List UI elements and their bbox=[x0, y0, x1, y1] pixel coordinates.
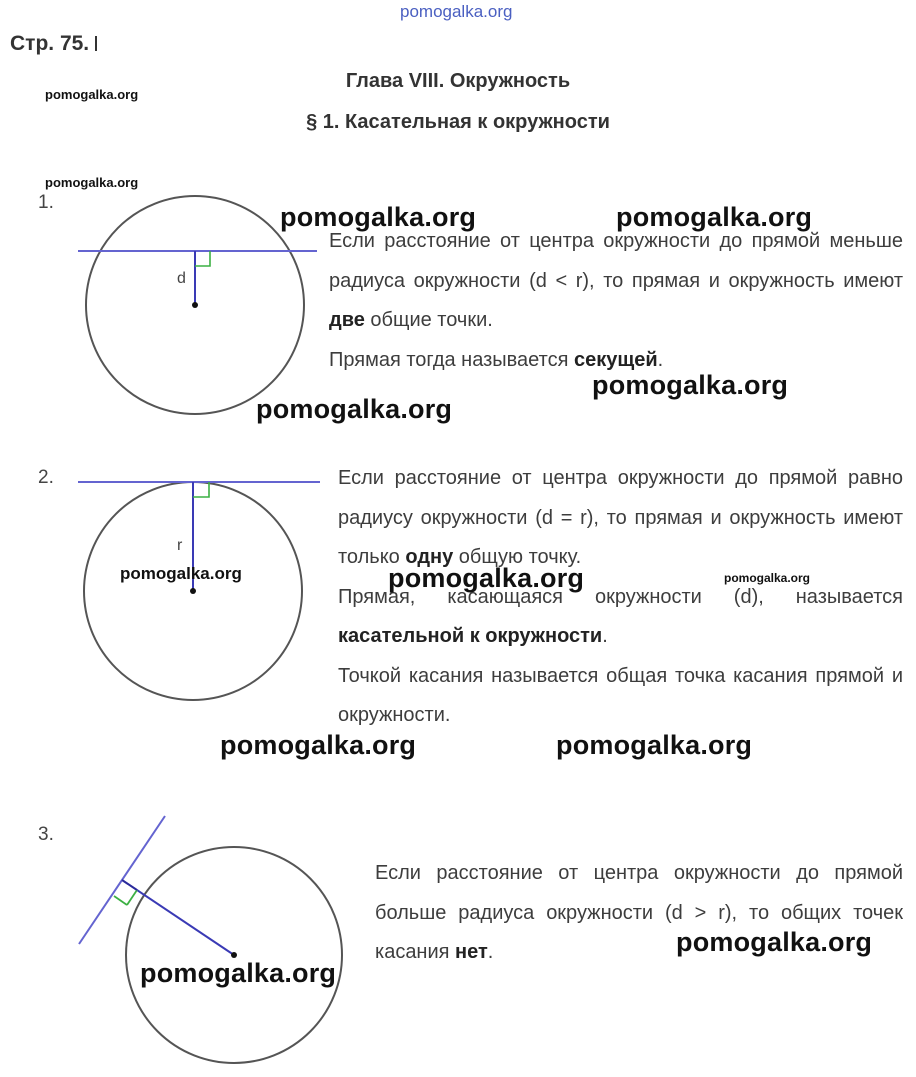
watermark: pomogalka.org bbox=[140, 958, 337, 988]
watermark: pomogalka.org bbox=[45, 87, 139, 102]
watermark: pomogalka.org bbox=[676, 927, 873, 957]
watermark: pomogalka.org bbox=[256, 394, 453, 424]
watermark: pomogalka.org bbox=[592, 370, 789, 400]
section-title: § 1. Касательная к окружности bbox=[306, 111, 610, 133]
diagram-no-intersection bbox=[79, 816, 342, 1063]
watermark: pomogalka.org bbox=[556, 730, 753, 760]
right-angle-mark bbox=[127, 890, 137, 905]
case-number: 1. bbox=[38, 192, 54, 213]
watermark: pomogalka.org bbox=[388, 563, 585, 593]
right-angle-mark bbox=[114, 896, 127, 905]
case-2-text: Если расстояние от центра окружности до прямой равно радиусу окружности (d = r), то прямая и окружность имеют только одну общую точку. Прямая, касающаяся окружности (d), называется касательной к окружности. Точкой касания называется общая точка касания прямой и окружности. bbox=[338, 467, 903, 726]
right-angle-mark-top bbox=[122, 880, 137, 890]
case-number: 3. bbox=[38, 824, 54, 845]
page-number: Стр. 75. bbox=[10, 32, 95, 55]
watermark: pomogalka.org bbox=[280, 202, 477, 232]
site-header-link[interactable]: pomogalka.org bbox=[400, 2, 513, 21]
watermark: pomogalka.org bbox=[220, 730, 417, 760]
case-number: 2. bbox=[38, 467, 54, 488]
chapter-title: Глава VIII. Окружность bbox=[345, 70, 571, 92]
center-point bbox=[192, 302, 198, 308]
watermark: pomogalka.org bbox=[45, 175, 139, 190]
watermark: pomogalka.org bbox=[724, 571, 811, 585]
diagram-secant bbox=[78, 196, 317, 414]
center-point bbox=[190, 588, 196, 594]
diagram-tangent bbox=[78, 482, 320, 700]
case-1-text: Если расстояние от центра окружности до прямой меньше радиуса окружности (d < r), то прямая и окружность имеют две общие точки. Прямая тогда называется секущей. bbox=[329, 230, 903, 371]
right-angle-mark bbox=[193, 482, 209, 497]
radius-label: r bbox=[177, 537, 183, 554]
watermark: pomogalka.org bbox=[120, 564, 242, 583]
distance-segment bbox=[122, 880, 234, 955]
watermark: pomogalka.org bbox=[616, 202, 813, 232]
case-3-text: Если расстояние от центра окружности до прямой больше радиуса окружности (d > r), то общих точек касания нет. bbox=[375, 862, 903, 963]
distance-label: d bbox=[177, 270, 186, 287]
right-angle-mark bbox=[195, 251, 210, 266]
